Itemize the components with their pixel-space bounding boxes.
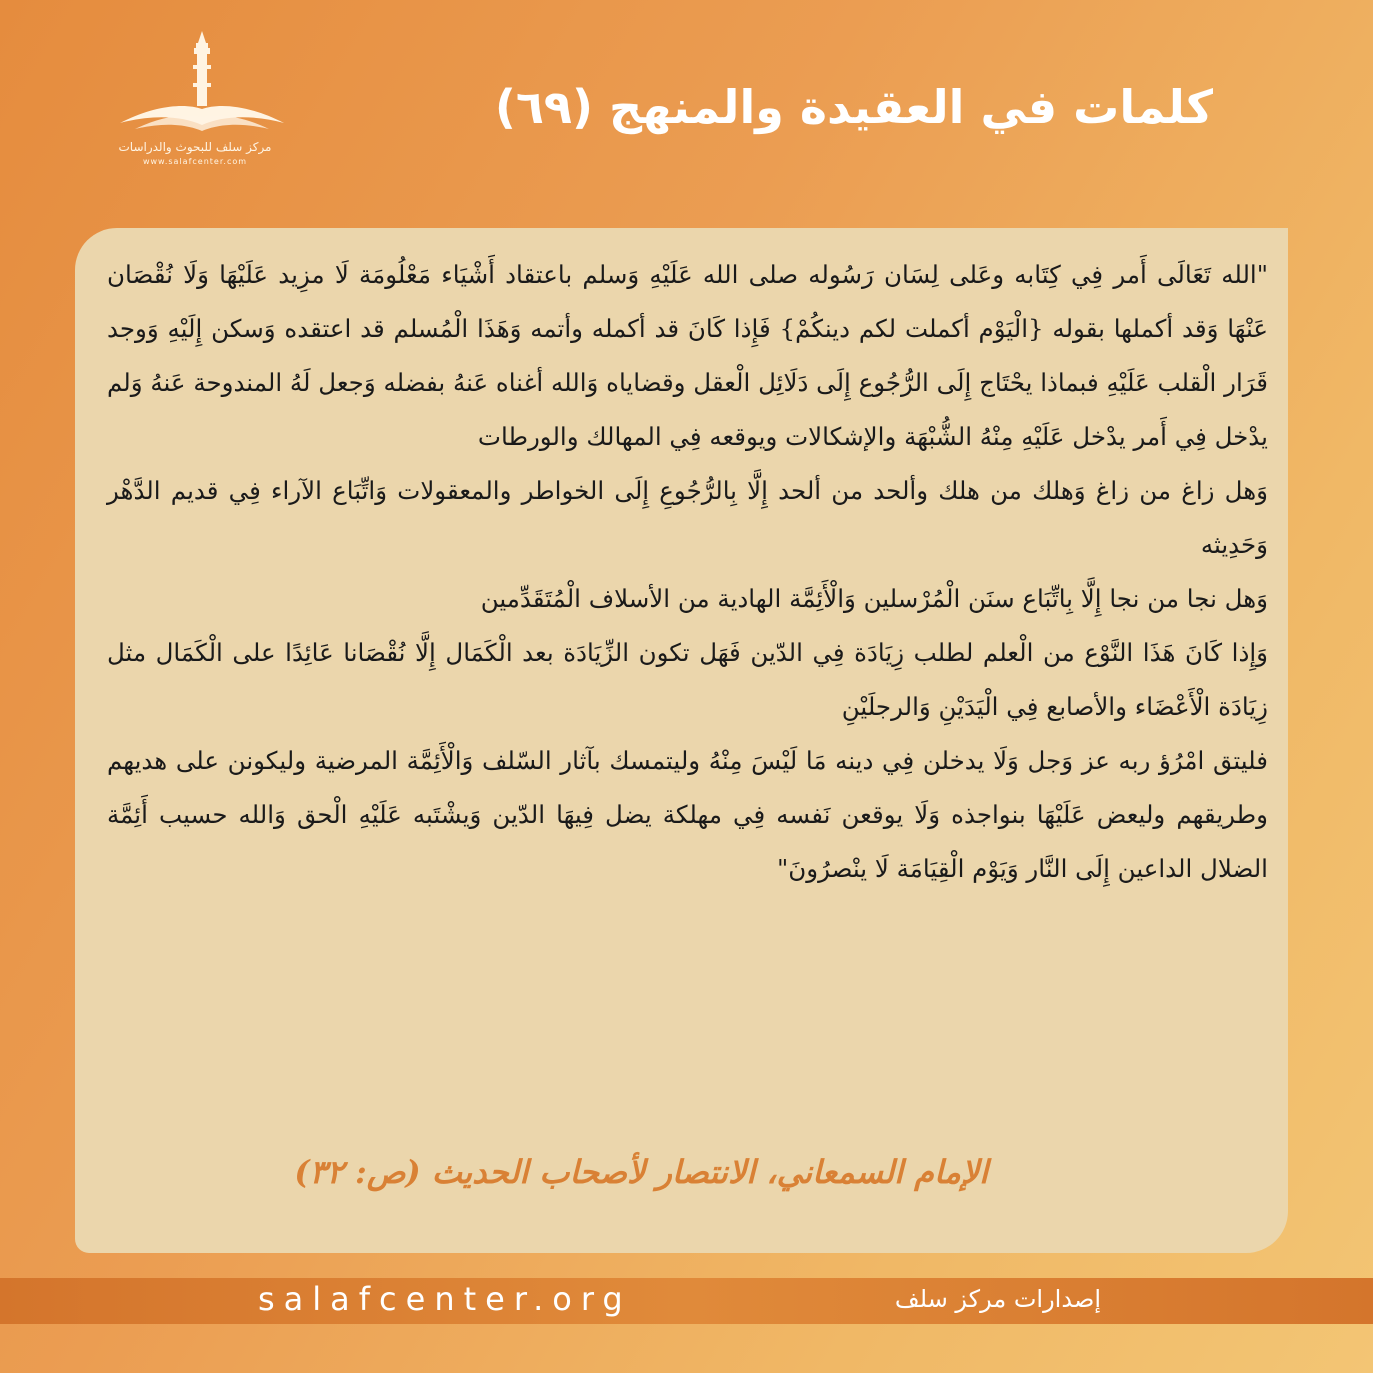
salaf-center-logo xyxy=(105,25,285,175)
quote-card xyxy=(75,228,1288,1253)
quote-body xyxy=(107,248,1268,896)
logo-org-name: مركز سلف للبحوث والدراسات xyxy=(118,140,272,154)
quote-paragraph-3: وَهل نجا من نجا إِلَّا بِاتِّبَاع سنَن الْمُرْسلين وَالْأَئِمَّة الهادية من الأسلاف الْمُتَقَدِّمين xyxy=(480,584,1268,613)
footer-website-link[interactable]: salafcenter.org xyxy=(258,1280,632,1318)
minaret-book-icon xyxy=(105,25,285,140)
quote-paragraph-1: "الله تَعَالَى أَمر فِي كِتَابه وعَلى لِسَان رَسُوله صلى الله عَلَيْهِ وَسلم باعتقاد أَشْيَاء مَعْلُومَة لَا مزِيد عَلَيْهَا وَلَا نُقْصَان عَنْهَا وَقد أكملها بقوله {الْيَوْم أكملت لكم دينكُمْ} فَإِذا كَانَ قد أكمله وأتمه وَهَذَا الْمُسلم قد اعتقده وَسكن إِلَيْهِ وَوجد قَرَار الْقلب عَلَيْهِ فبماذا يحْتَاج إِلَى الرُّجُوع إِلَى دَلَائِل الْعقل وقضاياه وَالله أغناه عَنهُ بفضله وَجعل لَهُ المندوحة عَنهُ وَلم يدْخل فِي أَمر يدْخل عَلَيْهِ مِنْهُ الشُّبْهَة والإشكالات ويوقعه فِي المهالك والورطات xyxy=(107,260,1268,451)
quote-paragraph-2: وَهل زاغ من زاغ وَهلك من هلك وألحد من ألحد إِلَّا بِالرُّجُوعِ إِلَى الخواطر والمعقولات وَاتِّبَاع الآراء فِي قديم الدَّهْر وَحَدِيثه xyxy=(107,476,1268,559)
page-title: كلمات في العقيدة والمنهج (٦٩) xyxy=(494,80,1213,134)
quote-paragraph-4: وَإِذا كَانَ هَذَا النَّوْع من الْعلم لطلب زِيَادَة فِي الدّين فَهَل تكون الزِّيَادَة بعد الْكَمَال إِلَّا نُقْصَانا عَائِدًا على الْكَمَال مثل زِيَادَة الْأَعْضَاء والأصابع فِي الْيَدَيْنِ وَالرجلَيْنِ xyxy=(107,638,1268,721)
quote-paragraph-5: فليتق امْرُؤ ربه عز وَجل وَلَا يدخلن فِي دينه مَا لَيْسَ مِنْهُ وليتمسك بآثار السّلف وَالْأَئِمَّة المرضية وليكونن على هديهم وطريقهم وليعض عَلَيْهَا بنواجذه وَلَا يوقعن نَفسه فِي مهلكة يضل فِيهَا الدّين وَيشْتَبه عَلَيْهِ الْحق وَالله حسيب أَئِمَّة الضلال الداعين إِلَى النَّار وَيَوْم الْقِيَامَة لَا ينْصرُونَ" xyxy=(107,746,1268,883)
footer-bar xyxy=(0,1278,1373,1324)
footer-publisher: إصدارات مركز سلف xyxy=(894,1285,1101,1313)
logo-url: www.salafcenter.com xyxy=(142,157,248,166)
quote-source: الإمام السمعاني، الانتصار لأصحاب الحديث (ص: ٣٢) xyxy=(294,1153,988,1191)
